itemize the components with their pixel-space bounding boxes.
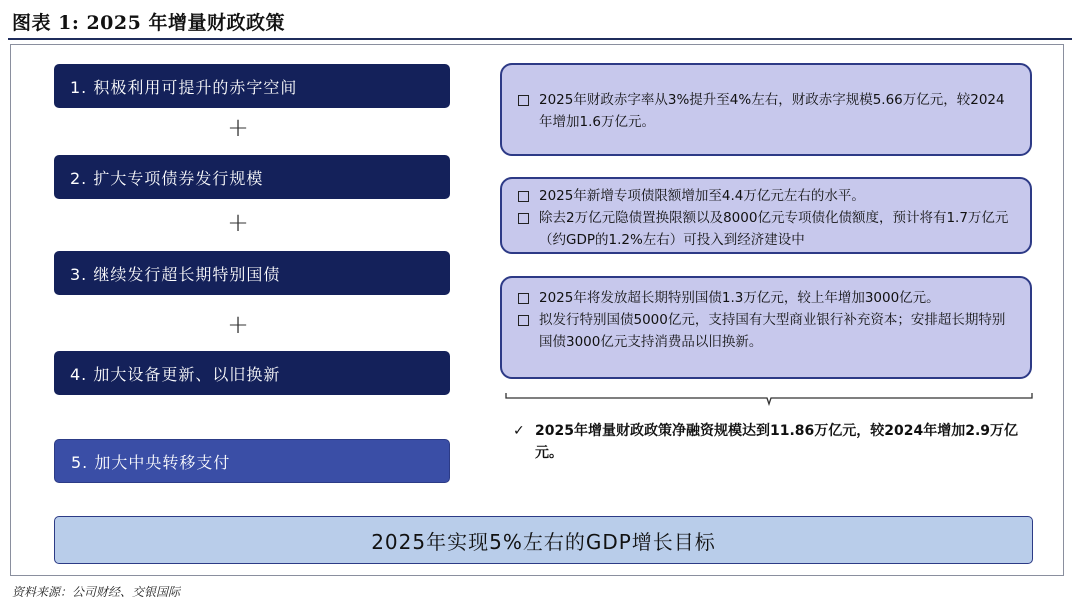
policy-box-2: 2. 扩大专项债券发行规模 — [54, 155, 450, 199]
policy-box-4: 4. 加大设备更新、以旧换新 — [54, 351, 450, 395]
plus-sign-2: + — [227, 208, 249, 238]
summary-note — [513, 420, 1033, 464]
detail-box-special-bonds — [500, 177, 1032, 254]
source-note: 资料来源：公司财经、交银国际 — [12, 585, 181, 599]
checkbox-bullet-icon — [518, 95, 529, 106]
bullet-item — [518, 207, 1016, 251]
figure-title: 图表 1: 2025 年增量财政政策 — [12, 12, 285, 34]
checkbox-bullet-icon — [518, 191, 529, 202]
bullet-text: 2025年财政赤字率从3%提升至4%左右，财政赤字规模5.66万亿元，较2024年增加1.6万亿元。 — [539, 92, 1005, 130]
check-icon: ✓ — [513, 423, 525, 439]
bullet-text: 2025年将发放超长期特别国债1.3万亿元，较上年增加3000亿元。 — [539, 290, 940, 306]
bullet-item — [518, 185, 1016, 207]
bullet-text: 拟发行特别国债5000亿元，支持国有大型商业银行补充资本；安排超长期特别国债3000亿元支持消费品以旧换新。 — [539, 312, 1006, 350]
policy-box-5: 5. 加大中央转移支付 — [54, 439, 450, 483]
summary-text: 2025年增量财政政策净融资规模达到11.86万亿元，较2024年增加2.9万亿元。 — [535, 423, 1019, 461]
gdp-goal-box: 2025年实现5%左右的GDP增长目标 — [54, 516, 1033, 564]
bullet-text: 2025年新增专项债限额增加至4.4万亿元左右的水平。 — [539, 188, 865, 204]
summary-brace — [505, 392, 1033, 406]
bullet-item — [518, 309, 1016, 353]
policy-box-3: 3. 继续发行超长期特别国债 — [54, 251, 450, 295]
detail-box-deficit — [500, 63, 1032, 156]
bullet-item — [518, 287, 1016, 309]
bullet-item — [518, 89, 1016, 133]
checkbox-bullet-icon — [518, 293, 529, 304]
policy-box-1: 1. 积极利用可提升的赤字空间 — [54, 64, 450, 108]
detail-box-treasury-bonds — [500, 276, 1032, 379]
plus-sign-1: + — [227, 113, 249, 143]
checkbox-bullet-icon — [518, 213, 529, 224]
plus-sign-3: + — [227, 310, 249, 340]
title-divider — [8, 38, 1072, 40]
bullet-text: 除去2万亿元隐债置换限额以及8000亿元专项债化债额度，预计将有1.7万亿元（约GDP的1.2%左右）可投入到经济建设中 — [539, 210, 1009, 248]
checkbox-bullet-icon — [518, 315, 529, 326]
